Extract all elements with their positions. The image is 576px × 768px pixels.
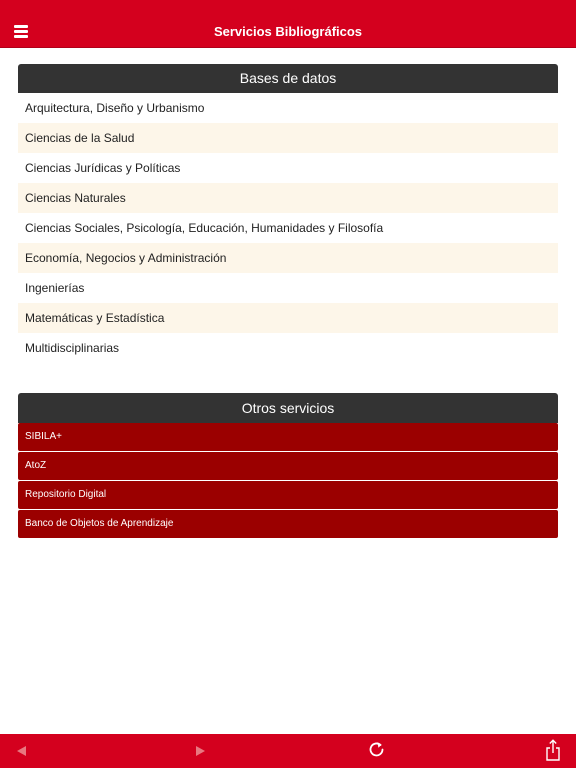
reload-icon[interactable] bbox=[360, 734, 394, 768]
database-category-item[interactable]: Ingenierías bbox=[25, 281, 85, 295]
database-category-item[interactable]: Matemáticas y Estadística bbox=[18, 303, 558, 333]
share-icon-glyph bbox=[536, 734, 570, 768]
forward-arrow-icon[interactable] bbox=[183, 734, 217, 768]
database-category-item[interactable]: Ciencias Naturales bbox=[18, 183, 558, 213]
service-link-banco-objetos[interactable]: Banco de Objetos de Aprendizaje bbox=[18, 510, 558, 538]
other-services-section-header: Otros servicios bbox=[18, 393, 558, 423]
other-services-list bbox=[18, 423, 558, 539]
reload-icon-glyph bbox=[360, 734, 394, 768]
database-category-item[interactable]: Multidisciplinarias bbox=[25, 341, 120, 355]
database-category-item[interactable]: Ciencias de la Salud bbox=[18, 123, 558, 153]
database-category-item[interactable]: Ciencias Jurídicas y Políticas bbox=[25, 161, 181, 175]
service-link-repositorio-digital[interactable]: Repositorio Digital bbox=[18, 481, 558, 509]
service-link-atoz[interactable]: AtoZ bbox=[18, 452, 558, 480]
bottom-toolbar bbox=[0, 734, 576, 768]
back-arrow-icon[interactable] bbox=[5, 734, 39, 768]
database-category-item[interactable]: Economía, Negocios y Administración bbox=[18, 243, 558, 273]
share-icon[interactable] bbox=[536, 734, 570, 768]
databases-section-header: Bases de datos bbox=[18, 64, 558, 93]
back-arrow-shape bbox=[17, 746, 26, 756]
database-category-item[interactable]: Arquitectura, Diseño y Urbanismo bbox=[25, 101, 205, 115]
databases-list bbox=[18, 93, 558, 363]
forward-arrow-shape bbox=[196, 746, 205, 756]
page-title: Servicios Bibliográficos bbox=[213, 24, 363, 39]
database-category-item[interactable]: Ciencias Sociales, Psicología, Educación, Humanidades y Filosofía bbox=[25, 221, 384, 235]
service-link-sibila[interactable]: SIBILA+ bbox=[18, 423, 558, 451]
